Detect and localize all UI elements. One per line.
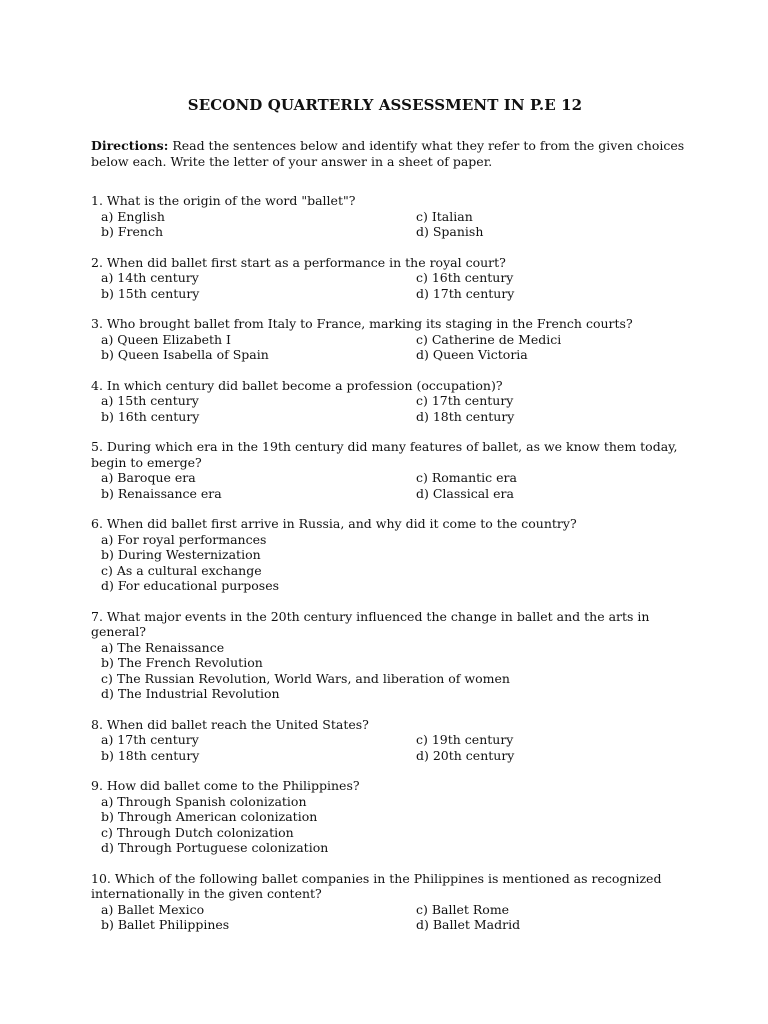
page-title: SECOND QUARTERLY ASSESSMENT IN P.E 12 [187,96,583,114]
answer-choices [91,270,691,301]
answer-choice: c) Through Dutch colonization [101,824,294,840]
answer-choice: b) Queen Isabella of Spain [101,347,269,362]
question-2 [91,255,691,302]
answer-choice: a) Baroque era [101,470,196,485]
answer-choice: c) Italian [416,208,473,224]
answer-choice: d) Queen Victoria [416,347,528,362]
directions [91,138,691,170]
answer-choice: b) Ballet Philippines [101,917,230,932]
answer-choices [91,209,691,240]
question-6 [91,516,691,594]
answer-choice: b) 18th century [101,747,200,763]
question-7 [91,609,691,702]
answer-choices [91,732,691,763]
answer-choice: b) Renaissance era [101,485,222,501]
question-text: 10. Which of the following ballet companies in the Philippines is mentioned as recognized internationally in the given content? [91,870,662,901]
question-text: 5. During which era in the 19th century did many features of ballet, as we know them today, begin to emerge? [91,439,678,470]
answer-choices [91,640,691,702]
question-4 [91,378,691,425]
answer-choice: d) For educational purposes [101,578,280,593]
answer-choice: a) Through Spanish colonization [101,793,307,809]
answer-choices [91,470,691,501]
answer-choice: c) The Russian Revolution, World Wars, and liberation of women [101,670,510,686]
answer-choices [91,794,691,856]
answer-choice: d) Classical era [416,485,514,501]
answer-choice: a) 17th century [101,732,199,747]
answer-choices [91,332,691,363]
answer-choice: b) 16th century [101,408,200,424]
answer-choice: c) 16th century [416,270,514,285]
answer-choice: d) Ballet Madrid [416,917,521,932]
question-text: 2. When did ballet first start as a performance in the royal court? [91,254,506,270]
answer-choice: d) Through Portuguese colonization [101,840,329,855]
question-list [91,193,691,933]
answer-choice: d) 18th century [416,408,515,424]
answer-choices [91,393,691,424]
answer-choice: c) Catherine de Medici [416,331,562,347]
question-text: 1. What is the origin of the word "ballet"? [91,193,356,208]
question-text: 8. When did ballet reach the United States? [91,716,369,732]
answer-choice: a) Ballet Mexico [101,901,205,917]
answer-choice: a) Queen Elizabeth I [101,331,231,347]
answer-choice: a) 15th century [101,393,199,408]
question-text: 6. When did ballet first arrive in Russia, and why did it come to the country? [91,516,577,531]
answer-choice: b) Through American colonization [101,809,318,824]
answer-choice: c) As a cultural exchange [101,562,262,578]
answer-choice: b) 15th century [101,285,200,301]
question-text: 4. In which century did ballet become a profession (occupation)? [91,377,503,393]
question-10 [91,871,691,933]
answer-choice: b) The French Revolution [101,655,263,670]
question-text: 7. What major events in the 20th century influenced the change in ballet and the arts in general? [91,608,650,639]
answer-choice: c) 19th century [416,732,514,747]
question-9 [91,778,691,856]
answer-choice: d) The Industrial Revolution [101,686,280,701]
answer-choice: d) 17th century [416,285,515,301]
question-1 [91,193,691,240]
answer-choice: b) During Westernization [101,547,261,562]
question-text: 3. Who brought ballet from Italy to France, marking its staging in the French courts? [91,316,633,331]
question-text: 9. How did ballet come to the Philippines? [91,778,360,793]
directions-text: Read the sentences below and identify what they refer to from the given choices below each. Write the letter of your answer in a sheet of paper. [91,138,685,169]
answer-choices [91,902,691,933]
question-8 [91,717,691,764]
answer-choice: a) The Renaissance [101,639,225,655]
answer-choice: a) For royal performances [101,531,267,547]
question-5 [91,439,691,501]
answer-choice: a) 14th century [101,270,199,285]
answer-choice: d) 20th century [416,747,515,763]
answer-choices [91,532,691,594]
answer-choice: c) Romantic era [416,470,517,485]
answer-choice: a) English [101,208,165,224]
answer-choice: c) Ballet Rome [416,901,510,917]
answer-choice: b) French [101,224,163,239]
answer-choice: d) Spanish [416,224,484,239]
assessment-page [91,96,691,948]
answer-choice: c) 17th century [416,393,514,408]
directions-label: Directions: [91,138,169,153]
question-3 [91,316,691,363]
